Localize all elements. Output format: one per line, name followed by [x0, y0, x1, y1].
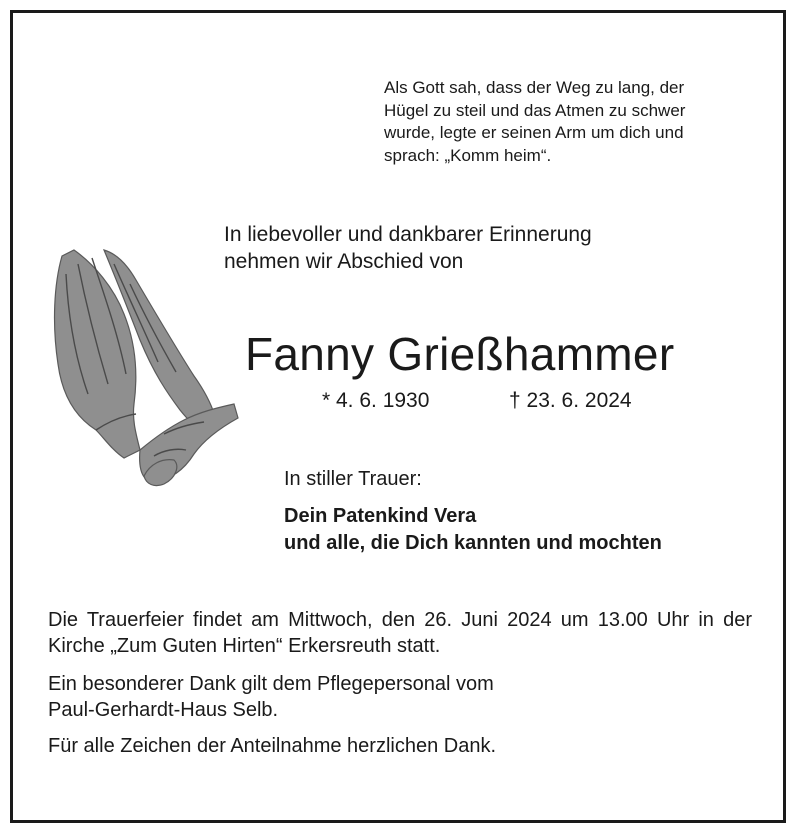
mourners-names: Dein Patenkind Vera und alle, die Dich kannten und mochten: [284, 505, 662, 554]
deceased-name: Fanny Grießhammer: [245, 328, 675, 380]
funeral-info: Die Trauerfeier findet am Mittwoch, den 26. Juni 2024 um 13.00 Uhr in der Kirche „Zum Guten Hirten“ Erkersreuth statt.: [48, 609, 752, 657]
closing-thanks: Für alle Zeichen der Anteilnahme herzlichen Dank.: [48, 735, 497, 757]
intro-text: In liebevoller und dankbarer Erinnerung nehmen wir Abschied von: [224, 223, 592, 273]
memorial-quote: Als Gott sah, dass der Weg zu lang, der Hügel zu steil und das Atmen zu schwer wurde, legte er seinen Arm um dich und sprach: „Komm heim“.: [384, 78, 686, 165]
praying-hands-icon: [44, 244, 240, 490]
thanks-info: Ein besonderer Dank gilt dem Pflegepersonal vom Paul-Gerhardt-Haus Selb.: [48, 673, 494, 721]
mourners-label: In stiller Trauer:: [284, 468, 422, 490]
death-date: † 23. 6. 2024: [509, 389, 632, 412]
birth-date: * 4. 6. 1930: [322, 389, 430, 412]
